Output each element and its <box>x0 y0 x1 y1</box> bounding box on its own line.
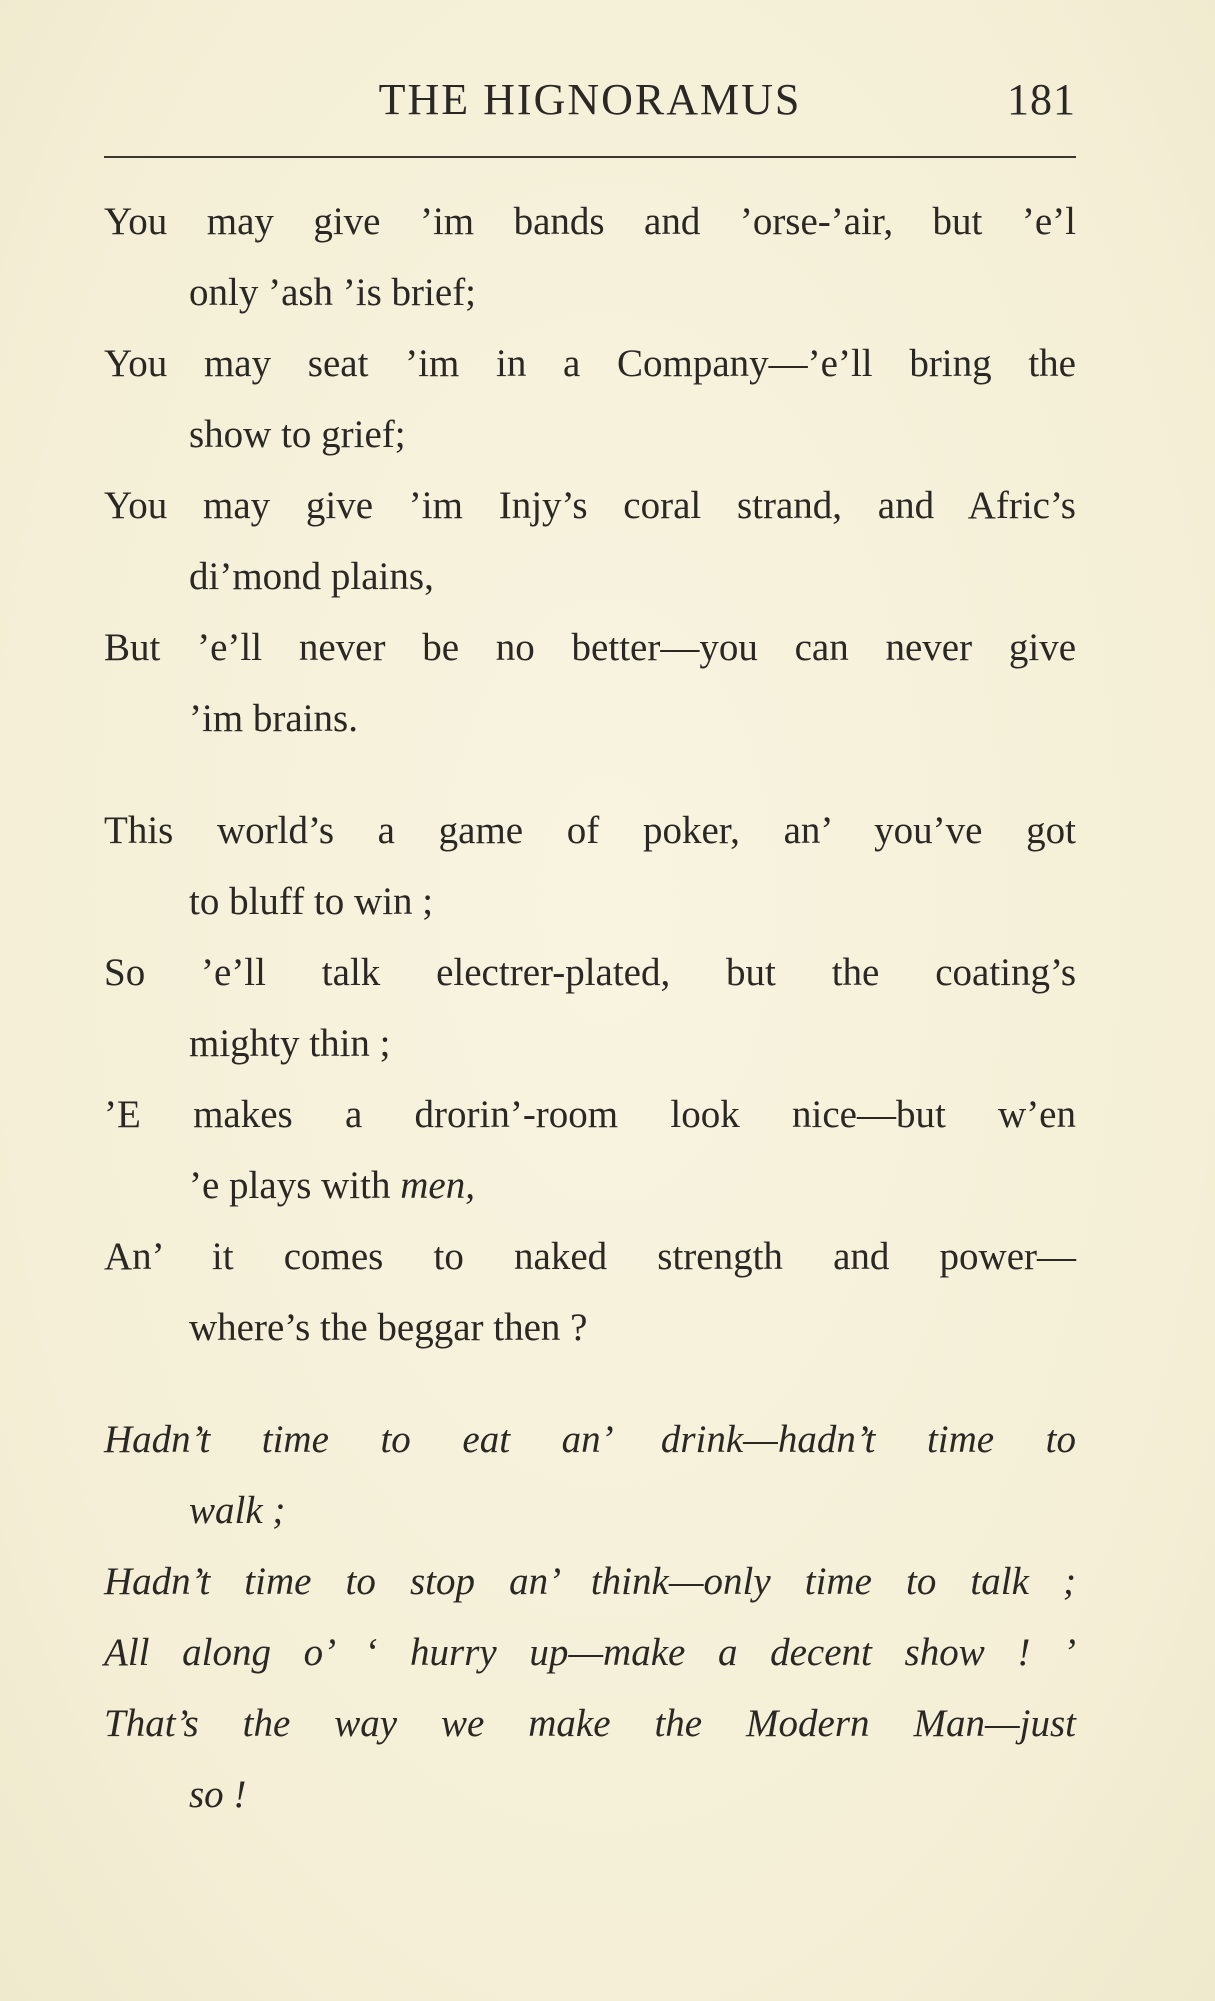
poem-line: Hadn’t time to eat an’ drink—hadn’t time to <box>104 1418 1076 1461</box>
header-rule <box>104 156 1076 158</box>
italic-word: men, <box>400 1164 475 1207</box>
poem-line: But ’e’ll never be no better—you can never give <box>104 626 1076 669</box>
poem-line-continuation: walk ; <box>189 1489 286 1532</box>
poem-line-continuation: di’mond plains, <box>189 555 434 598</box>
poem-line-continuation <box>104 1150 1076 1221</box>
poem-line: So ’e’ll talk electrer-plated, but the coating’s <box>104 951 1076 994</box>
poem-line: All along o’ ‘ hurry up—make a decent show ! ’ <box>104 1631 1076 1674</box>
poem-line-continuation: to bluff to win ; <box>189 880 434 923</box>
poem-line-text: ’e plays with <box>189 1164 401 1207</box>
poem-line: An’ it comes to naked strength and power— <box>104 1235 1076 1278</box>
stanza-2 <box>104 795 1076 1363</box>
stanza-3-refrain <box>104 1404 1076 1830</box>
poem-line: You may seat ’im in a Company—’e’ll bring the <box>104 342 1076 385</box>
page-header <box>104 70 1076 130</box>
poem-line-continuation: mighty thin ; <box>189 1022 391 1065</box>
poem-line-continuation: ’im brains. <box>189 697 358 740</box>
poem-line: This world’s a game of poker, an’ you’ve got <box>104 809 1076 852</box>
poem-line-continuation: only ’ash ’is brief; <box>189 271 477 314</box>
poem-body <box>104 186 1076 1871</box>
poem-line-continuation: show to grief; <box>189 413 406 456</box>
poem-line-continuation: where’s the beggar then ? <box>189 1306 588 1349</box>
page-number: 181 <box>1007 75 1076 124</box>
poem-line: That’s the way we make the Modern Man—just <box>104 1702 1076 1745</box>
stanza-1 <box>104 186 1076 754</box>
poem-line: You may give ’im bands and ’orse-’air, but ’e’l <box>104 200 1076 243</box>
poem-line: Hadn’t time to stop an’ think—only time to talk ; <box>104 1560 1076 1603</box>
poem-line: ’E makes a drorin’-room look nice—but w’en <box>104 1093 1076 1136</box>
poem-line-continuation: so ! <box>189 1773 247 1816</box>
poem-line: You may give ’im Injy’s coral strand, and Afric’s <box>104 484 1076 527</box>
running-title: THE HIGNORAMUS <box>378 75 802 124</box>
